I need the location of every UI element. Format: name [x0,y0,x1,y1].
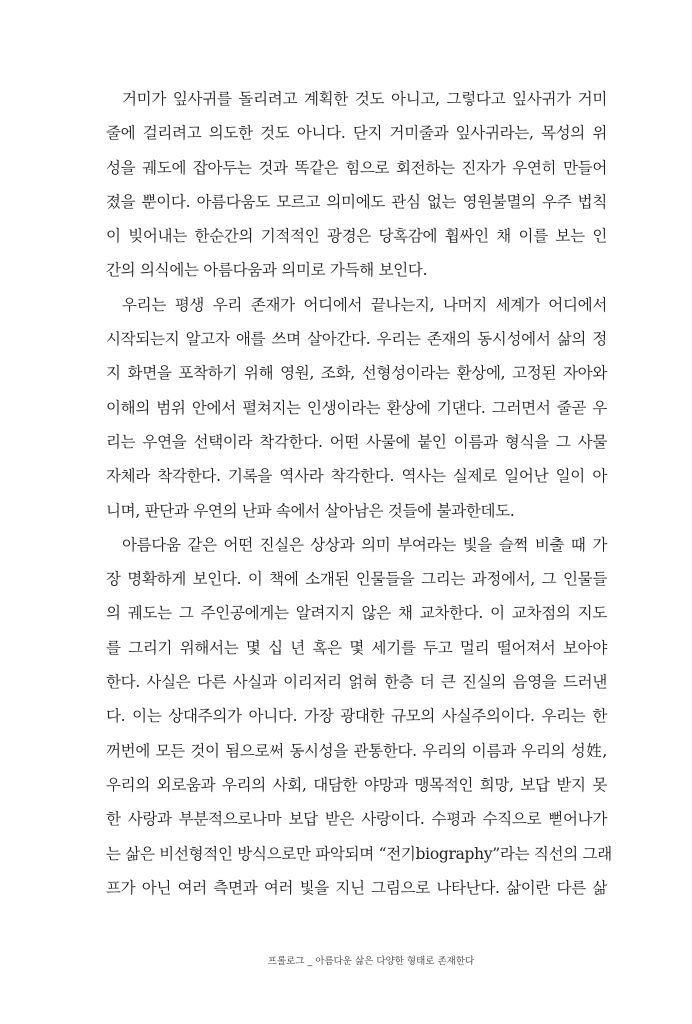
text-line: 를 그리기 위해서는 몇 십 년 혹은 몇 세기를 두고 멀리 떨어져서 보아야 [106,638,607,657]
text-line: 꺼번에 모든 것이 됨으로써 동시성을 관통한다. 우리의 이름과 우리의 성姓, [106,741,607,760]
page-body [106,82,612,905]
text-line: 의 궤도는 그 주인공에게는 알려지지 않은 채 교차한다. 이 교차점의 지도 [106,604,607,623]
text-line: 줄에 걸리려고 의도한 것도 아니다. 단지 거미줄과 잎사귀라는, 목성의 위 [106,124,607,143]
text-line: 자체라 착각한다. 기록을 역사라 착각한다. 역사는 실제로 일어난 일이 아 [106,467,607,486]
text-line: 이 빚어내는 한순간의 기적적인 광경은 당혹감에 휩싸인 채 이를 보는 인 [106,227,607,246]
text-line: 한 사랑과 부분적으로나마 보답 받은 사랑이다. 수평과 수직으로 뻗어나가 [106,810,607,829]
paragraph [106,288,607,528]
text-line: 거미가 잎사귀를 돌리려고 계획한 것도 아니고, 그렇다고 잎사귀가 거미 [122,90,607,108]
text-line: 시작되는지 알고자 애를 쓰며 살아간다. 우리는 존재의 동시성에서 삶의 정 [106,330,607,349]
text-line: 아름다움 같은 어떤 진실은 상상과 의미 부여라는 빛을 슬쩍 비출 때 가 [122,535,607,554]
text-line: 다. 이는 상대주의가 아니다. 가장 광대한 규모의 사실주의이다. 우리는 한 [106,707,607,726]
text-line: 는 삶은 비선형적인 방식으로만 파악되며 “전기biography”라는 직선의 그래 [106,844,612,863]
text-line: 니며, 판단과 우연의 난파 속에서 살아남은 것들에 불과한데도. [106,501,515,520]
text-line: 리는 우연을 선택이라 착각한다. 어떤 사물에 붙인 이름과 형식을 그 사물 [106,432,607,451]
paragraph [106,82,607,288]
text-line: 이해의 범위 안에서 펼쳐지는 인생이라는 환상에 기댄다. 그러면서 줄곧 우 [106,398,607,417]
text-line: 프가 아닌 여러 측면과 여러 빛을 지닌 그림으로 나타난다. 삶이란 다른 삶 [106,878,607,897]
running-footer: 프롤로그 _ 아름다운 삶은 다양한 형태로 존재한다 [267,956,475,967]
paragraph [106,528,612,905]
text-line: 한다. 사실은 다른 사실과 이리저리 얽혀 한층 더 큰 진실의 음영을 드러낸 [106,673,607,692]
text-line: 간의 의식에는 아름다움과 의미로 가득해 보인다. [106,261,428,280]
text-line: 성을 궤도에 잡아두는 것과 똑같은 힘으로 회전하는 진자가 우연히 만들어 [106,158,607,177]
text-line: 지 화면을 포착하기 위해 영원, 조화, 선형성이라는 환상에, 고정된 자아와 [106,364,607,383]
text-line: 우리의 외로움과 우리의 사회, 대담한 야망과 맹목적인 희망, 보답 받지 못 [106,775,607,794]
text-line: 장 명확하게 보인다. 이 책에 소개된 인물들을 그리는 과정에서, 그 인물들 [106,570,607,589]
text-line: 졌을 뿐이다. 아름다움도 모르고 의미에도 관심 없는 영원불멸의 우주 법칙 [106,192,607,211]
text-line: 우리는 평생 우리 존재가 어디에서 끝나는지, 나머지 세계가 어디에서 [122,295,607,314]
